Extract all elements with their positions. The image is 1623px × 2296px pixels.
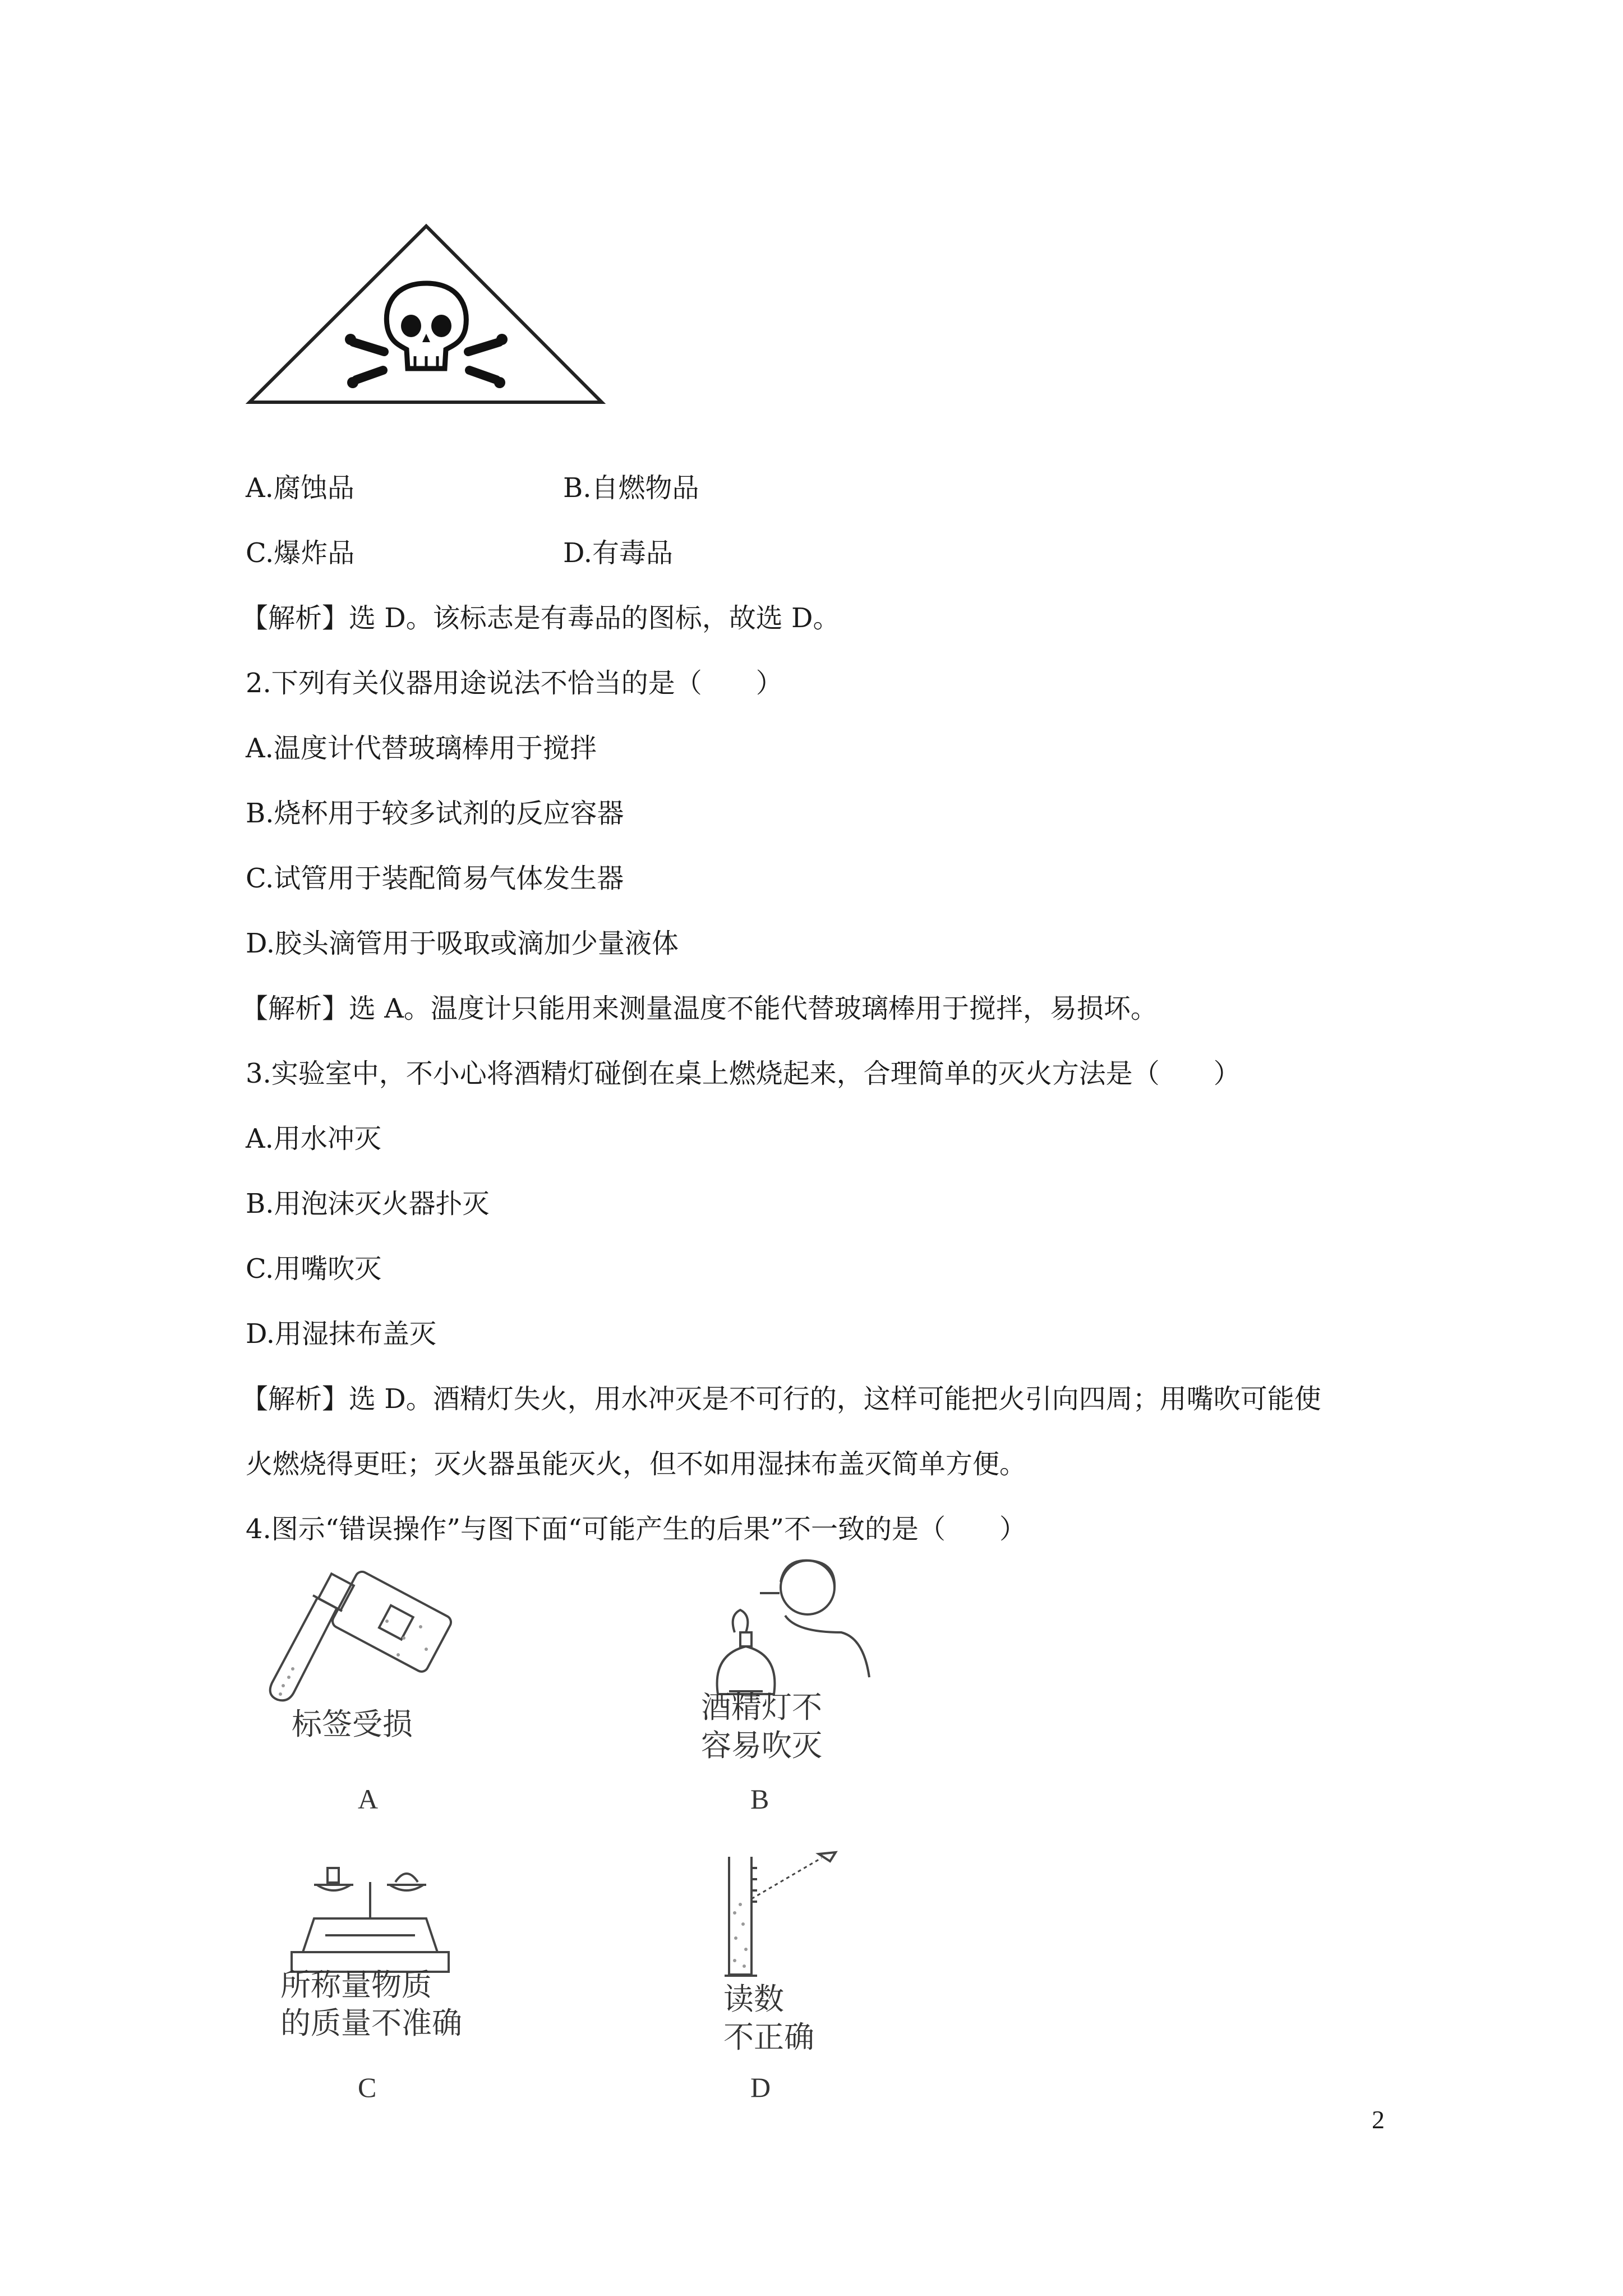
- q2-option-b: B.烧杯用于较多试剂的反应容器: [246, 798, 624, 829]
- q3-analysis-line2: 火燃烧得更旺；灭火器虽能灭火，但不如用湿抹布盖灭简单方便。: [246, 1448, 1027, 1480]
- figure-b-blowing-lamp-icon: [695, 1548, 875, 1700]
- figure-d-caption-line1: 读数: [723, 1981, 784, 2017]
- figure-c-caption-line1: 所称量物质: [280, 1967, 432, 2003]
- figure-c-caption-line2: 的质量不准确: [280, 2005, 462, 2041]
- figure-a-caption: 标签受损: [292, 1706, 413, 1742]
- q2-option-c: C.试管用于装配简易气体发生器: [246, 863, 624, 894]
- figure-b-letter: B: [750, 1783, 769, 1815]
- figure-d-caption-line2: 不正确: [723, 2019, 814, 2055]
- q2-analysis: 【解析】选 A。温度计只能用来测量温度不能代替玻璃棒用于搅拌，易损坏。: [241, 993, 1158, 1024]
- figure-d-cylinder-reading-icon: [718, 1846, 886, 1980]
- q1-option-a: A.腐蚀品: [246, 472, 354, 504]
- q1-option-c: C.爆炸品: [246, 537, 355, 569]
- figure-d-caption: [723, 1980, 814, 2056]
- figure-d-letter: D: [750, 2072, 771, 2103]
- figure-a-letter: A: [358, 1783, 379, 1815]
- q3-analysis-line1: 【解析】选 D。酒精灯失火，用水冲灭是不可行的，这样可能把火引向四周；用嘴吹可能使: [241, 1383, 1321, 1415]
- q3-stem: 3.实验室中，不小心将酒精灯碰倒在桌上燃烧起来，合理简单的灭火方法是（ ）: [246, 1058, 1241, 1089]
- q3-option-b: B.用泡沫灭火器扑灭: [246, 1188, 490, 1220]
- q1-option-b: B.自燃物品: [563, 472, 699, 504]
- q3-option-a: A.用水冲灭: [246, 1123, 381, 1154]
- q2-option-d: D.胶头滴管用于吸取或滴加少量液体: [246, 928, 679, 959]
- q4-stem: 4.图示“错误操作”与图下面“可能产生的后果”不一致的是（ ）: [246, 1513, 1026, 1545]
- figure-c-letter: C: [358, 2072, 377, 2103]
- q2-stem: 2.下列有关仪器用途说法不恰当的是（ ）: [246, 668, 783, 699]
- q2-option-a: A.温度计代替玻璃棒用于搅拌: [246, 733, 597, 764]
- q1-option-d: D.有毒品: [563, 537, 674, 569]
- toxic-hazard-sign-icon: [244, 222, 608, 407]
- q3-option-d: D.用湿抹布盖灭: [246, 1318, 437, 1350]
- q1-analysis: 【解析】选 D。该标志是有毒品的图标，故选 D。: [241, 602, 840, 634]
- figure-b-caption-line1: 酒精灯不: [701, 1690, 822, 1725]
- figure-c-balance-scale-icon: [280, 1851, 460, 1975]
- figure-b-caption: [701, 1688, 822, 1765]
- figure-b-caption-line2: 容易吹灭: [701, 1728, 822, 1763]
- page-number: 2: [1372, 2105, 1385, 2134]
- figure-c-caption: [280, 1966, 462, 2042]
- q3-option-c: C.用嘴吹灭: [246, 1253, 382, 1285]
- figure-a-pouring-icon: [258, 1571, 471, 1705]
